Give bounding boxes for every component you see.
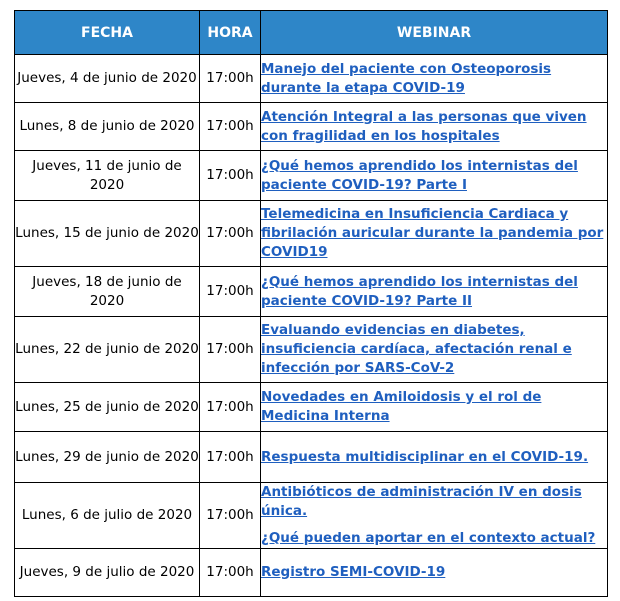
webinar-cell xyxy=(261,383,608,432)
time-cell: 17:00h xyxy=(200,383,261,432)
webinar-link[interactable]: ¿Qué hemos aprendido los internistas del paciente COVID-19? Parte II xyxy=(261,273,578,309)
webinar-table xyxy=(14,10,608,597)
table-row xyxy=(15,151,608,201)
date-cell: Lunes, 15 de junio de 2020 xyxy=(15,201,200,267)
date-cell: Lunes, 29 de junio de 2020 xyxy=(15,432,200,483)
column-header-webinar: WEBINAR xyxy=(261,11,608,55)
webinar-cell xyxy=(261,432,608,483)
webinar-link[interactable]: Novedades en Amiloidosis y el rol de Medicina Interna xyxy=(261,389,542,424)
webinar-cell xyxy=(261,201,608,267)
webinar-cell xyxy=(261,151,608,201)
date-cell: Lunes, 8 de junio de 2020 xyxy=(15,103,200,151)
table-row xyxy=(15,55,608,103)
webinar-cell xyxy=(261,483,608,549)
date-cell: Lunes, 22 de junio de 2020 xyxy=(15,317,200,383)
time-cell: 17:00h xyxy=(200,549,261,597)
time-cell: 17:00h xyxy=(200,267,261,317)
webinar-cell xyxy=(261,549,608,597)
table-row xyxy=(15,483,608,549)
date-cell: Jueves, 11 de junio de 2020 xyxy=(15,151,200,201)
time-cell: 17:00h xyxy=(200,103,261,151)
webinar-link[interactable]: Antibióticos de administración IV en dosis única. xyxy=(261,484,582,519)
column-header-time: HORA xyxy=(200,11,261,55)
webinar-link[interactable]: Respuesta multidisciplinar en el COVID-19. xyxy=(261,448,589,465)
table-row xyxy=(15,383,608,432)
webinar-link-secondary[interactable]: ¿Qué pueden aportar en el contexto actual? xyxy=(261,530,596,546)
webinar-cell xyxy=(261,55,608,103)
date-cell: Lunes, 25 de junio de 2020 xyxy=(15,383,200,432)
webinar-cell xyxy=(261,267,608,317)
table-row xyxy=(15,549,608,597)
table-row xyxy=(15,201,608,267)
column-header-date: FECHA xyxy=(15,11,200,55)
webinar-cell xyxy=(261,317,608,383)
webinar-link[interactable]: Registro SEMI-COVID-19 xyxy=(261,564,446,580)
table-header-row xyxy=(15,11,608,55)
date-cell: Lunes, 6 de julio de 2020 xyxy=(15,483,200,549)
time-cell: 17:00h xyxy=(200,317,261,383)
date-cell: Jueves, 18 de junio de 2020 xyxy=(15,267,200,317)
webinar-schedule xyxy=(14,10,608,597)
table-row xyxy=(15,317,608,383)
webinar-link[interactable]: Manejo del paciente con Osteoporosis durante la etapa COVID-19 xyxy=(261,60,552,96)
time-cell: 17:00h xyxy=(200,151,261,201)
table-row xyxy=(15,267,608,317)
time-cell: 17:00h xyxy=(200,432,261,483)
time-cell: 17:00h xyxy=(200,55,261,103)
time-cell: 17:00h xyxy=(200,201,261,267)
date-cell: Jueves, 4 de junio de 2020 xyxy=(15,55,200,103)
table-row xyxy=(15,103,608,151)
table-row xyxy=(15,432,608,483)
webinar-link[interactable]: ¿Qué hemos aprendido los internistas del paciente COVID-19? Parte I xyxy=(261,157,578,193)
webinar-link[interactable]: Telemedicina en Insuficiencia Cardiaca y fibrilación auricular durante la pandemia por COVID19 xyxy=(261,206,604,260)
time-cell: 17:00h xyxy=(200,483,261,549)
date-cell: Jueves, 9 de julio de 2020 xyxy=(15,549,200,597)
webinar-link[interactable]: Evaluando evidencias en diabetes, insuficiencia cardíaca, afectación renal e infección por SARS-CoV-2 xyxy=(261,322,572,376)
webinar-cell xyxy=(261,103,608,151)
webinar-link[interactable]: Atención Integral a las personas que viven con fragilidad en los hospitales xyxy=(261,108,587,144)
